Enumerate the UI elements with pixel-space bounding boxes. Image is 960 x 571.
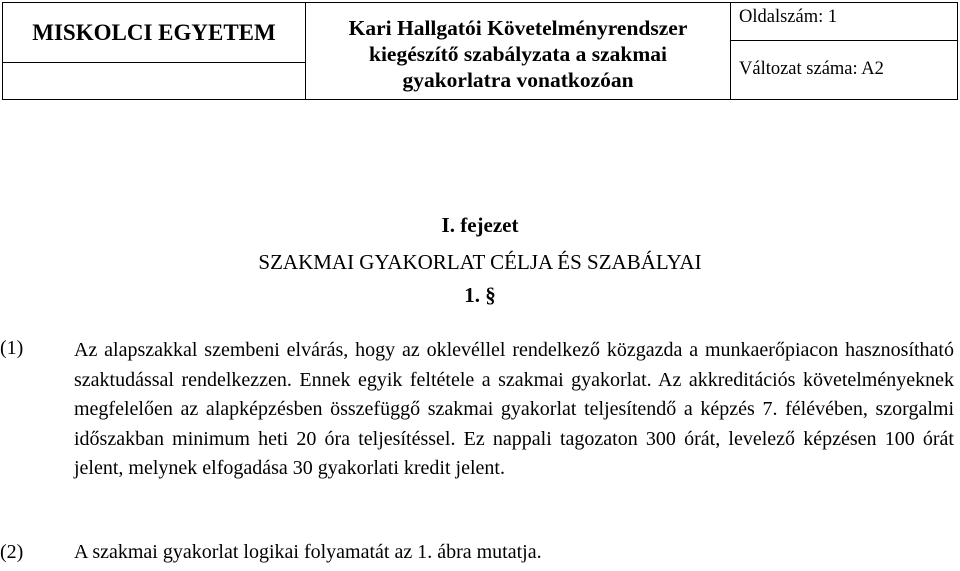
document-title <box>306 15 730 93</box>
section-number: 1. § <box>464 283 496 307</box>
header-divider <box>3 62 305 63</box>
title-line: kiegészítő szabályzata a szakmai <box>369 42 667 66</box>
header-divider <box>730 40 957 41</box>
chapter-title: SZAKMAI GYAKORLAT CÉLJA ÉS SZABÁLYAI <box>258 250 702 274</box>
paragraph-text: A szakmai gyakorlat logikai folyamatát az 1. ábra mutatja. <box>74 541 542 563</box>
document-header <box>2 2 958 100</box>
version-number: Változat száma: A2 <box>739 59 884 79</box>
header-divider <box>730 3 731 99</box>
title-line: Kari Hallgatói Követelményrendszer <box>348 16 688 40</box>
page-number: Oldalszám: 1 <box>739 7 838 27</box>
title-line: gyakorlatra vonatkozóan <box>402 68 634 92</box>
chapter-number: I. fejezet <box>441 213 519 237</box>
paragraph-label: (2) <box>0 541 24 563</box>
paragraph-text: Az alapszakkal szembeni elvárás, hogy az oklevéllel rendelkező közgazda a munkaerőpiacon hasznosítható szaktudással rendelkezzen. Ennek egyik feltétele a szakmai gyakorlat. Az akkreditációs követelményeknek megfelelően az alapképzésben összefüggő szakmai gyakorlat teljesítendő a képzés 7. félévében, szorgalmi időszakban minimum heti 20 óra teljesítéssel. Ez nappali tagozaton 300 órát, levelező képzésen 100 órát jelent, melynek elfogadása 30 gyakorlati kredit jelent. <box>74 339 954 479</box>
institution-name: MISKOLCI EGYETEM <box>32 19 276 45</box>
paragraph-label: (1) <box>0 337 24 359</box>
